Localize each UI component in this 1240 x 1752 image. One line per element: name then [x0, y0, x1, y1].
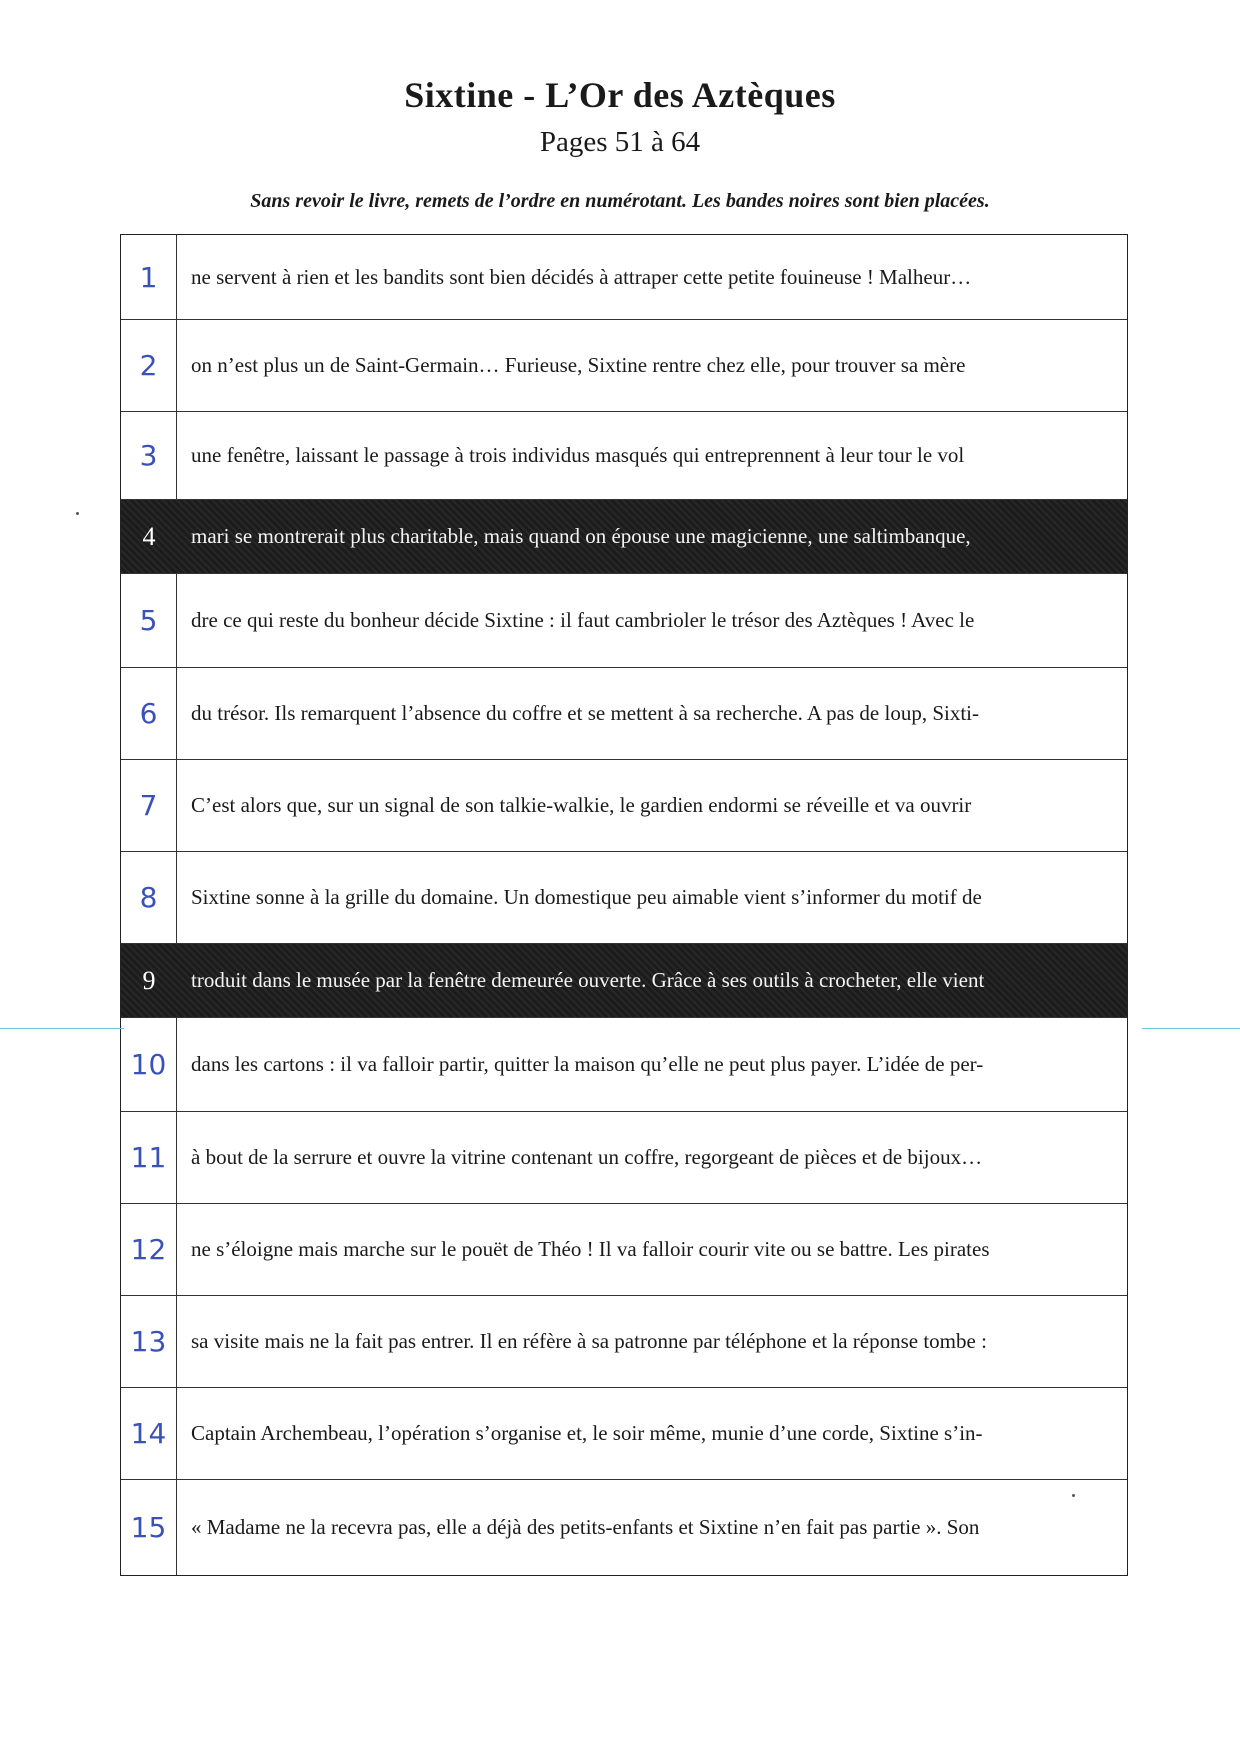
strip-number[interactable]: 11 — [121, 1112, 177, 1203]
strip-text: troduit dans le musée par la fenêtre demeurée ouverte. Grâce à ses outils à crocheter, elle vient — [191, 968, 985, 992]
strip-row-fixed — [121, 499, 1127, 573]
strip-row-fixed — [121, 943, 1127, 1017]
strip-text: dre ce qui reste du bonheur décide Sixtine : il faut cambrioler le trésor des Aztèques ! Avec le — [191, 608, 975, 632]
strip-row — [121, 1017, 1127, 1111]
strip-row — [121, 1295, 1127, 1387]
scan-guide-line-left — [0, 1028, 124, 1029]
strip-number[interactable]: 1 — [121, 235, 177, 319]
page-title: Sixtine - L’Or des Aztèques — [404, 75, 836, 115]
strip-text: C’est alors que, sur un signal de son talkie-walkie, le gardien endormi se réveille et va ouvrir — [191, 793, 972, 817]
strip-row — [121, 319, 1127, 411]
instructions: Sans revoir le livre, remets de l’ordre en numérotant. Les bandes noires sont bien placées. — [250, 190, 990, 212]
strip-number[interactable]: 7 — [121, 760, 177, 851]
strip-row — [121, 1387, 1127, 1479]
strip-number[interactable]: 12 — [121, 1204, 177, 1295]
strip-number[interactable]: 10 — [121, 1018, 177, 1111]
strip-text: « Madame ne la recevra pas, elle a déjà des petits-enfants et Sixtine n’en fait pas partie ». Son — [191, 1515, 980, 1539]
scan-speck — [76, 512, 79, 515]
strip-row — [121, 411, 1127, 499]
scan-guide-line-right — [1142, 1028, 1240, 1029]
strip-text: ne s’éloigne mais marche sur le pouët de Théo ! Il va falloir courir vite ou se battre. Les pirates — [191, 1237, 990, 1261]
strip-row — [121, 759, 1127, 851]
strip-text: ne servent à rien et les bandits sont bien décidés à attraper cette petite fouineuse ! Malheur… — [191, 264, 972, 289]
strip-text: du trésor. Ils remarquent l’absence du coffre et se mettent à sa recherche. A pas de loup, Sixti- — [191, 701, 980, 725]
strip-number[interactable]: 3 — [121, 412, 177, 499]
strip-number[interactable]: 2 — [121, 320, 177, 411]
strip-row — [121, 1479, 1127, 1575]
strip-number[interactable]: 8 — [121, 852, 177, 943]
strip-number[interactable]: 15 — [121, 1480, 177, 1575]
strip-row — [121, 235, 1127, 319]
strip-text: dans les cartons : il va falloir partir, quitter la maison qu’elle ne peut plus payer. L’idée de per- — [191, 1052, 984, 1076]
strip-number[interactable]: 14 — [121, 1388, 177, 1479]
strip-row — [121, 1111, 1127, 1203]
strip-number: 4 — [142, 521, 156, 551]
strip-number[interactable]: 6 — [121, 668, 177, 759]
scan-speck — [1072, 1494, 1075, 1497]
strip-row — [121, 667, 1127, 759]
page-subtitle: Pages 51 à 64 — [539, 126, 701, 158]
strip-text: on n’est plus un de Saint-Germain… Furieuse, Sixtine rentre chez elle, pour trouver sa mère — [191, 353, 966, 377]
strip-text: à bout de la serrure et ouvre la vitrine contenant un coffre, regorgeant de pièces et de bijoux… — [191, 1145, 983, 1169]
strip-row — [121, 573, 1127, 667]
strip-number[interactable]: 13 — [121, 1296, 177, 1387]
strip-text: Sixtine sonne à la grille du domaine. Un domestique peu aimable vient s’informer du motif de — [191, 885, 982, 909]
strip-text: sa visite mais ne la fait pas entrer. Il en réfère à sa patronne par téléphone et la réponse tombe : — [191, 1329, 987, 1353]
strip-text: mari se montrerait plus charitable, mais quand on épouse une magicienne, une saltimbanque, — [191, 524, 971, 548]
strip-table — [120, 234, 1128, 1576]
strip-text: une fenêtre, laissant le passage à trois individus masqués qui entreprennent à leur tour le vol — [191, 443, 965, 467]
strip-number: 9 — [142, 965, 156, 995]
strip-text: Captain Archembeau, l’opération s’organise et, le soir même, munie d’une corde, Sixtine s’in- — [191, 1421, 983, 1445]
strip-row — [121, 851, 1127, 943]
strip-row — [121, 1203, 1127, 1295]
strip-number[interactable]: 5 — [121, 574, 177, 667]
